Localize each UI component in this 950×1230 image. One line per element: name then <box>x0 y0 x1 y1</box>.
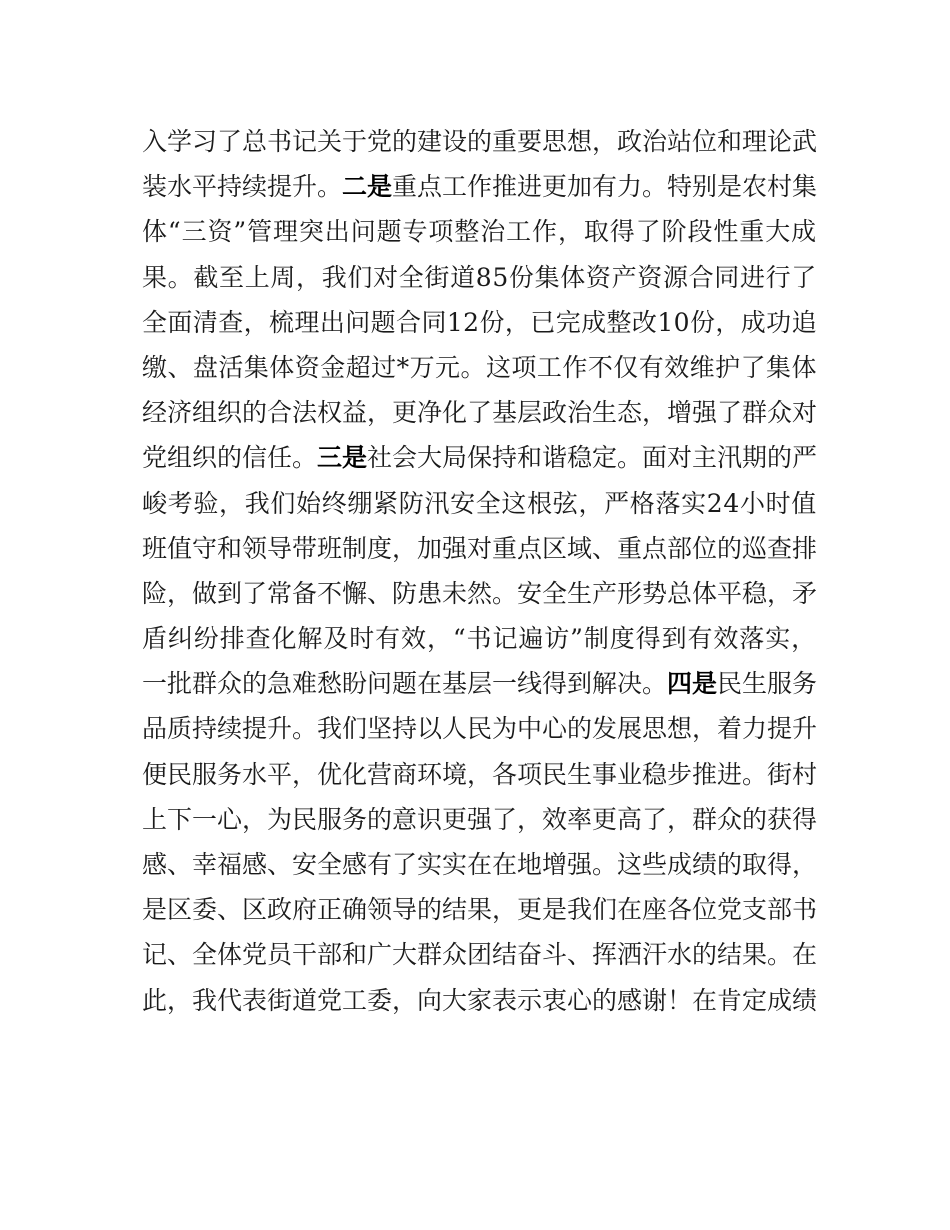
text-segment: 险，做到了常备不懈、防患未然。安全生产形势总体平稳，矛 <box>142 578 818 608</box>
text-line <box>142 978 817 1023</box>
text-line <box>142 255 817 300</box>
text-segment: 一批群众的急难愁盼问题在基层一线得到解决。 <box>142 669 668 699</box>
text-line <box>142 526 817 571</box>
text-line <box>142 345 817 390</box>
text-segment: 缴、盘活集体资金超过*万元。这项工作不仅有效维护了集体 <box>142 352 817 382</box>
text-line <box>142 887 817 932</box>
text-segment: 全面清查，梳理出问题合同12份，已完成整改10份，成功追 <box>142 307 817 337</box>
text-segment: 是区委、区政府正确领导的结果，更是我们在座各位党支部书 <box>142 895 818 925</box>
text-segment: 盾纠纷排查化解及时有效，“书记遍访”制度得到有效落实， <box>142 624 817 654</box>
text-segment: 党组织的信任。 <box>142 443 318 473</box>
text-segment: 品质持续提升。我们坚持以人民为中心的发展思想，着力提升 <box>142 714 818 744</box>
text-segment: 感、幸福感、安全感有了实实在在地增强。这些成绩的取得， <box>142 850 818 879</box>
text-segment: 上下一心，为民服务的意识更强了，效率更高了，群众的获得 <box>142 804 818 834</box>
text-line <box>142 481 817 526</box>
text-line <box>142 842 817 887</box>
text-line <box>142 661 817 706</box>
text-line <box>142 164 817 209</box>
text-segment: 此，我代表街道党工委，向大家表示衷心的感谢！在肯定成绩 <box>142 985 818 1015</box>
text-line <box>142 209 817 254</box>
text-line <box>142 797 817 842</box>
text-segment: 民生服务 <box>717 669 818 699</box>
text-line <box>142 119 817 164</box>
emphasis-marker: 三是 <box>317 443 368 473</box>
text-segment: 体“三资”管理突出问题专项整治工作，取得了阶段性重大成 <box>142 217 817 247</box>
text-segment: 社会大局保持和谐稳定。面对主汛期的严 <box>367 443 818 473</box>
emphasis-marker: 四是 <box>667 669 718 699</box>
text-segment: 入学习了总书记关于党的建设的重要思想，政治站位和理论武 <box>142 127 818 156</box>
text-segment: 重点工作推进更加有力。特别是农村集 <box>392 172 818 202</box>
text-segment: 便民服务水平，优化营商环境，各项民生事业稳步推进。街村 <box>142 759 818 789</box>
text-line <box>142 435 817 480</box>
text-line <box>142 390 817 435</box>
text-line <box>142 932 817 977</box>
text-line <box>142 706 817 751</box>
text-line <box>142 300 817 345</box>
text-line <box>142 616 817 661</box>
text-line <box>142 752 817 797</box>
text-segment: 班值守和领导带班制度，加强对重点区域、重点部位的巡查排 <box>142 533 818 563</box>
text-segment: 果。截至上周，我们对全街道85份集体资产资源合同进行了 <box>142 262 817 292</box>
document-body-text <box>142 119 817 1023</box>
text-segment: 装水平持续提升。 <box>142 172 343 202</box>
text-segment: 峻考验，我们始终绷紧防汛安全这根弦，严格落实24小时值 <box>142 488 817 518</box>
text-line <box>142 571 817 616</box>
text-segment: 经济组织的合法权益，更净化了基层政治生态，增强了群众对 <box>142 398 818 428</box>
text-segment: 记、全体党员干部和广大群众团结奋斗、挥洒汗水的结果。在 <box>142 940 818 970</box>
emphasis-marker: 二是 <box>342 172 393 202</box>
